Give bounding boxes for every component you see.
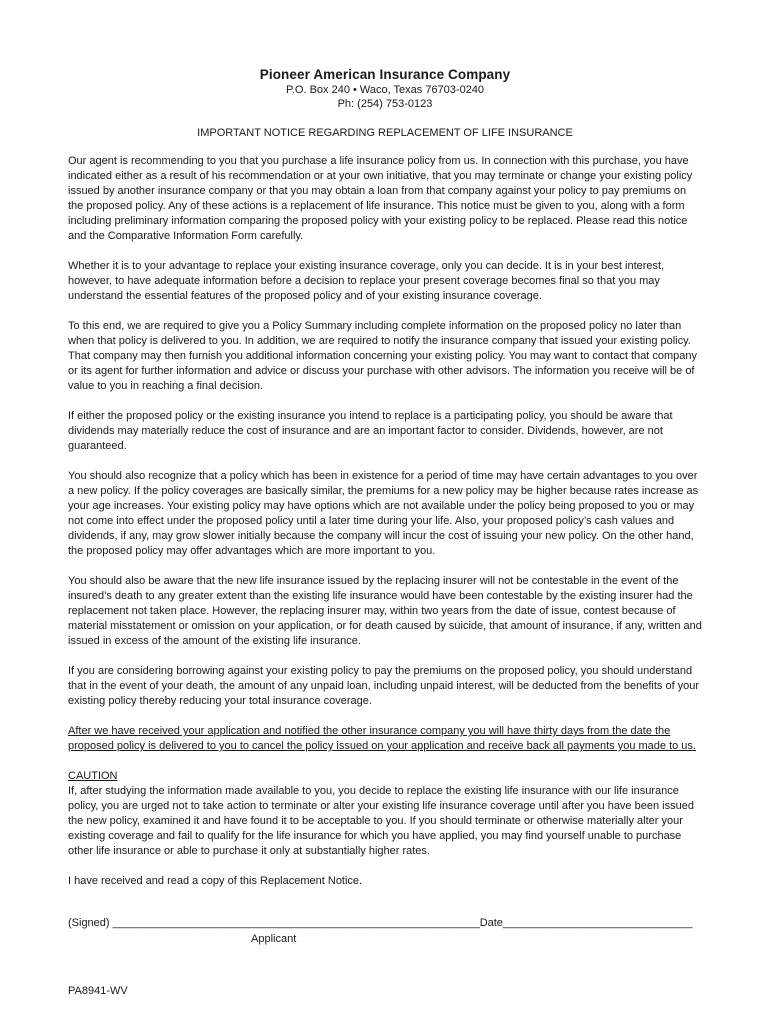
paragraph-policy-summary: To this end, we are required to give you a Policy Summary including complete information on the proposed policy no later than when that policy is delivered to you. In addition, we are required to notify the insurance company that issued your existing policy. That company may then furnish you additional information concerning your existing policy. You may want to contact that company or its agent for further information and advice or discuss your purchase with other advisors. The information you receive will be of value to you in reaching a final decision. [68,320,697,392]
paragraph-acknowledgement: I have received and read a copy of this Replacement Notice. [68,875,363,887]
caution-text: If, after studying the information made available to you, you decide to replace the existing life insurance with our life insurance policy, you are urged not to take action to terminate or alter your existing life insurance coverage until after you have been issued the new policy, examined it and have found it to be acceptable to you. If you should terminate or otherwise materially alter your existing coverage and fail to qualify for the life insurance for which you have applied, you may find yourself unable to purchase other life insurance or able to purchase it only at substantially higher rates. [68,785,694,857]
paragraph-advantage: Whether it is to your advantage to replace your existing insurance coverage, only you can decide. It is in your best interest, however, to have adequate information before a decision to replace your present coverage becomes final so that you may understand the essential features of the proposed policy and of your existing insurance coverage. [68,260,665,302]
paragraph-dividends: If either the proposed policy or the existing insurance you intend to replace is a participating policy, you should be aware that dividends may materially reduce the cost of insurance and are an important factor to consider. Dividends, however, are not guaranteed. [68,410,673,452]
signature-date-line: (Signed) ____________________________________________________________Date_______________________________ [68,917,693,929]
notice-title: IMPORTANT NOTICE REGARDING REPLACEMENT OF LIFE INSURANCE [197,127,573,139]
paragraph-borrowing: If you are considering borrowing against your existing policy to pay the premiums on the proposed policy, you should understand that in the event of your death, the amount of any unpaid loan, including unpaid interest, will be deducted from the benefits of your existing policy thereby reducing your total insurance coverage. [68,665,700,707]
company-address: P.O. Box 240 • Waco, Texas 76703-0240 [285,84,485,96]
applicant-label: Applicant [251,933,297,945]
company-name: Pioneer American Insurance Company [259,67,511,82]
form-code: PA8941-WV [68,985,128,997]
paragraph-thirty-day-cancel: After we have received your application and notified the other insurance company you will have thirty days from the date the proposed policy is delivered to you to cancel the policy issued on your application and receive back all payments you made to us. [68,725,696,752]
notice-body [68,154,702,904]
paragraph-contestability: You should also be aware that the new life insurance issued by the replacing insurer will not be contestable in the event of the insured’s death to any greater extent than the existing life insurance would have been contestable by the existing insurer had the replacement not taken place. However, the replacing insurer may, within two years from the date of issue, contest because of material misstatement or omission on your application, or for death caused by suicide, that amount of insurance, if any, written and issued in excess of the amount of the existing life insurance. [68,575,702,647]
letterhead [0,67,770,111]
caution-heading: CAUTION [68,770,118,782]
caution-section [68,769,702,859]
paragraph-recommendation: Our agent is recommending to you that you purchase a life insurance policy from us. In connection with this purchase, you have indicated either as a result of his recommendation or at your own initiative, that you may terminate or change your existing policy issued by another insurance company or that you may obtain a loan from that company against your policy to pay premiums on the proposed policy. Any of these actions is a replacement of life insurance. This notice must be given to you, along with a form including preliminary information comparing the proposed policy with your existing policy to be replaced. Please read this notice and the Comparative Information Form carefully. [68,155,693,242]
company-phone: Ph: (254) 753-0123 [337,98,433,110]
paragraph-existing-advantages: You should also recognize that a policy which has been in existence for a period of time may have certain advantages to you over a new policy. If the policy coverages are basically similar, the premiums for a new policy may be higher because rates increase as your age increases. Your existing policy may have options which are not available under the policy being proposed to you or may not come into effect under the proposed policy until a later time during your life. Also, your proposed policy’s cash values and dividends, if any, may grow slower initially because the company will incur the cost of issuing your new policy. On the other hand, the proposed policy may offer advantages which are more important to you. [68,470,699,557]
